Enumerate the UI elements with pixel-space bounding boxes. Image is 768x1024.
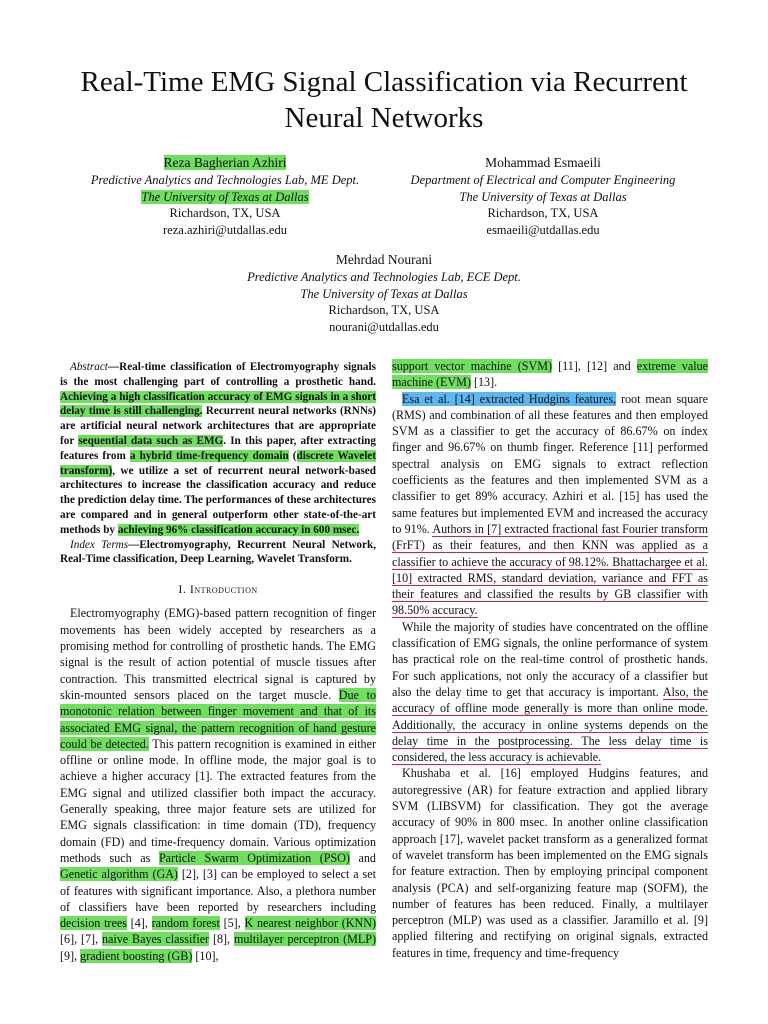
author-name: Mehrdad Nourani — [335, 252, 433, 267]
author-university: The University of Texas at Dallas — [300, 286, 468, 301]
author-affiliation: Department of Electrical and Computer Engineering — [410, 173, 676, 187]
author-location: Richardson, TX, USA — [487, 206, 599, 220]
index-terms — [60, 538, 376, 568]
text-underline: Authors in [7] extracted fractional fast Fourier transform (FrFT) as their features, and then KNN was applied as a classifier to achieve the accuracy of 98.12%. Bhattachargee et al. [10] extracted RMS, standard deviation, variance and FFT as their features and classified the results by GB classifier with 98.50% accuracy. — [392, 521, 708, 618]
body-paragraph — [392, 358, 708, 391]
abstract-text: Recurrent neural networks (RNNs) are artificial neural network architectures that are appropriate for — [60, 405, 376, 447]
author-location: Richardson, TX, USA — [169, 206, 281, 220]
text-highlight: support vector machine (SVM) — [392, 359, 553, 373]
author-university: The University of Texas at Dallas — [141, 189, 309, 204]
body-paragraph — [392, 391, 708, 619]
author-location: Richardson, TX, USA — [328, 303, 440, 317]
body-text: [4], — [126, 916, 152, 931]
author-email: reza.azhiri@utdallas.edu — [163, 222, 287, 237]
text-highlight: random forest — [151, 916, 220, 931]
author-block-1 — [60, 154, 390, 238]
abstract-highlight: a hybrid time-frequency domain — [129, 449, 289, 462]
text-highlight: Particle Swarm Optimization (PSO) — [158, 850, 350, 865]
section-heading: I. Introduction — [178, 582, 258, 597]
text-highlight: K nearest neighbor (KNN) — [244, 916, 377, 931]
body-text: [5], — [219, 916, 245, 931]
abstract-text: . In this paper, after extracting features from — [60, 434, 376, 462]
body-text: [13]. — [470, 375, 498, 390]
body-text: [11], [12] and — [552, 359, 637, 373]
intro-paragraph — [60, 605, 376, 964]
text-highlight: gradient boosting (GB) — [80, 948, 193, 963]
abstract-text: —Real-time classification of Electromyography signals is the most challenging part of controlling a prosthetic hand. — [60, 361, 376, 388]
body-text: While the majority of studies have concentrated on the offline classification of EMG signals, the online performance of system has practical role on the real-time control of prosthetic hands. For such applications, not only the accuracy of a classifier but also the delay time to get that accuracy is important. — [392, 619, 708, 699]
text-highlight: extreme value machine (EVM) — [392, 359, 708, 390]
text-highlight: naive Bayes classifier — [101, 932, 210, 947]
abstract-label: Abstract — [70, 361, 108, 373]
author-affiliation: Predictive Analytics and Technologies Lab, ME Dept. — [90, 173, 360, 187]
author-university: The University of Texas at Dallas — [459, 189, 627, 204]
text-underline: Also, the accuracy of offline mode generally is more than online mode. Additionally, the accuracy in online systems depends on the delay time in the postprocessing. The less delay time is considered, the less accuracy is achievable. — [392, 684, 708, 765]
abstract-text: , we utilize a set of recurrent neural network-based architectures to increase the classification accuracy and reduce the prediction delay time. The performances of these architectures are compared and in general outperform other state-of-the-art methods by — [60, 464, 376, 536]
body-paragraph — [392, 765, 708, 961]
author-email: nourani@utdallas.edu — [329, 319, 439, 334]
abstract-text: ( — [288, 449, 297, 462]
author-name: Mohammad Esmaeili — [485, 155, 601, 170]
author-affiliation: Predictive Analytics and Technologies Lab, ECE Dept. — [247, 270, 521, 284]
index-terms-text: —Electromyography, Recurrent Neural Network, Real-Time classification, Deep Learning, Wavelet Transform. — [60, 538, 376, 566]
author-email: esmaeili@utdallas.edu — [486, 222, 600, 237]
paper-title: Real-Time EMG Signal Classification via Recurrent Neural Networks — [80, 66, 688, 134]
author-name: Reza Bagherian Azhiri — [163, 155, 287, 170]
body-text: [8], — [209, 932, 234, 947]
body-text: Electromyography (EMG)-based pattern recognition of finger movements has been widely accepted by researchers as a promising method for controlling of prosthetic hands. The EMG signal is the result of action potential of muscle tissues after contraction. This transmitted electrical signal is captured by skin-mounted sensors placed on the target muscle. — [60, 606, 376, 702]
text-highlight-blue: Esa et al. [14] extracted Hudgins features, — [402, 391, 617, 406]
abstract-highlight: sequential data such as EMG — [78, 434, 224, 447]
text-highlight: Genetic algorithm (GA) — [60, 867, 178, 882]
abstract-highlight: discrete Wavelet transform) — [60, 449, 377, 477]
body-text: Khushaba et al. [16] employed Hudgins features, and autoregressive (AR) for feature extraction and applied library SVM (LIBSVM) for classification. They got the average accuracy of 90% in 800 msec. In another online classification approach [17], wavelet packet transform as a generalized format of wavelet transform has been implemented on the EMG signals for feature extraction. Then by employing principal component analysis (PCA) and self-organizing feature map (SOFM), the number of features has been reduced. Finally, a multilayer perceptron (MLP) was used as a classifier. Jaramillo et al. [9] applied filtering and rectifying on original signals, extracted features in time, frequency and time-frequency — [392, 766, 708, 960]
abstract — [60, 360, 376, 538]
text-highlight: Due to monotonic relation between finger movement and that of its associated EMG signal, the pattern recognition of hand gesture could be detected. — [60, 687, 376, 751]
body-paragraph — [392, 619, 708, 766]
author-block-2 — [378, 154, 708, 238]
body-text: [6], [7], — [60, 932, 102, 947]
body-text: [2], [3] can be employed to select a set of features with significant importance. Also, a plethora number of classifiers have been reported by researchers including — [60, 867, 376, 914]
text-highlight: multilayer perceptron (MLP) — [233, 932, 376, 947]
author-block-3 — [219, 251, 549, 335]
body-text: This pattern recognition is examined in either offline or online mode. In offline mode, the major goal is to achieve a higher accuracy [1]. The extracted features from the EMG signal and utilized classifier both impact the accuracy. Generally speaking, three major feature sets are utilized for EMG signals classification: in time domain (TD), frequency domain (FD) and time-frequency domain. Various optimization methods such as — [60, 736, 376, 865]
body-text: [10], — [192, 948, 219, 963]
index-terms-label: Index Terms — [70, 538, 129, 551]
left-column — [60, 360, 376, 964]
text-highlight: decision trees — [60, 916, 127, 931]
body-text: root mean square (RMS) and combination of all these features and then employed SVM as a classifier to get the accuracy of 86.67% on index finger and 96.67% on thumb finger. Reference [11] performed spectral analysis on EMG signals to extract reflection coefficients as the features and then implemented SVM as a classifier to get 89% accuracy. Azhiri et al. [15] has used the same features but implemented EVM and increased the accuracy to 91%. — [392, 391, 709, 536]
right-column — [392, 358, 708, 961]
abstract-highlight: achieving 96% classification accuracy in 600 msec. — [117, 523, 360, 536]
abstract-highlight: Achieving a high classification accuracy of EMG signals in a short delay time is still challenging. — [60, 390, 376, 418]
body-text: and — [349, 850, 376, 865]
body-text: [9], — [60, 948, 81, 963]
